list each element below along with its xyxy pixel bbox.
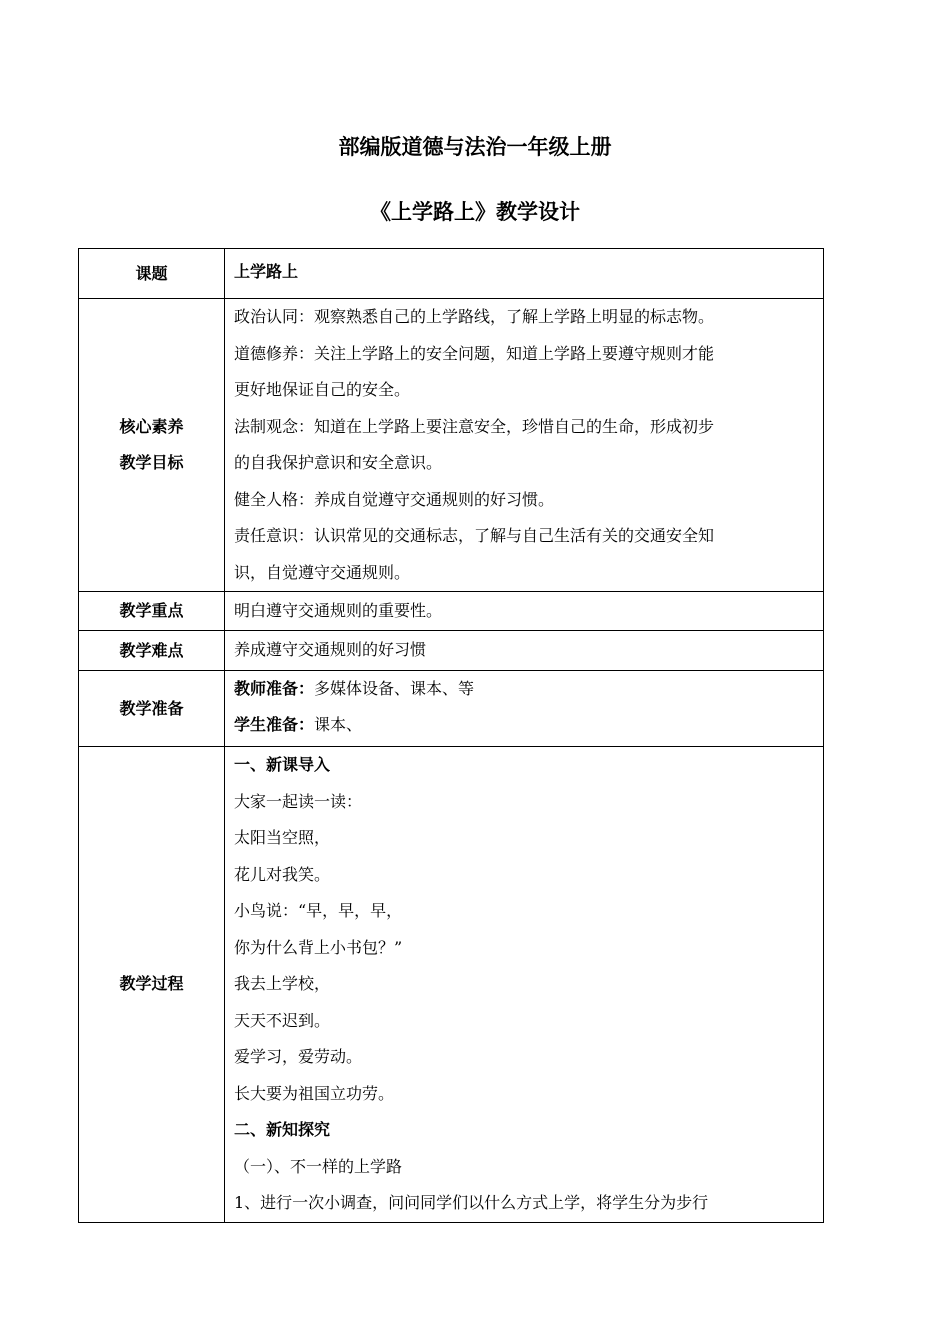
document-subtitle: 《上学路上》教学设计 [370,200,580,224]
section-heading: 一、新课导入 [234,755,331,774]
goals-label: 核心素养 教学目标 [79,299,225,592]
teacher-prep-value: 多媒体设备、课本、等 [314,679,475,698]
difficulties-value: 养成遵守交通规则的好习惯 [225,631,824,671]
preparation-content [225,671,824,747]
difficulties-label: 教学难点 [79,631,225,671]
section-heading: 二、新知探究 [234,1120,331,1139]
table-row-key-points [79,592,824,631]
goal-line: 道德修养：关注上学路上的安全问题，知道上学路上要遵守规则才能 [234,343,715,363]
process-line: 长大要为祖国立功劳。 [234,1083,395,1103]
process-content [225,747,824,1223]
document-title: 部编版道德与法治一年级上册 [338,135,612,159]
table-row-subject [79,249,824,299]
table-row-difficulties [79,631,824,671]
key-points-label: 教学重点 [79,592,225,631]
goals-content [225,299,824,592]
table-row-process [79,747,824,1223]
subject-label: 课题 [79,249,225,299]
student-prep-value: 课本、 [314,715,363,734]
process-line: 大家一起读一读： [234,791,363,811]
table-row-preparation [79,671,824,747]
goal-line: 更好地保证自己的安全。 [234,380,411,399]
process-line: 爱学习，爱劳动。 [234,1047,363,1066]
lesson-plan-table [78,248,824,1223]
goal-line: 识，自觉遵守交通规则。 [234,562,411,582]
teacher-prep-label: 教师准备： [234,679,315,698]
goal-line: 健全人格：养成自觉遵守交通规则的好习惯。 [234,489,555,509]
process-line: 太阳当空照， [234,828,331,847]
subject-value: 上学路上 [234,262,299,281]
goal-line: 政治认同：观察熟悉自己的上学路线，了解上学路上明显的标志物。 [234,307,715,326]
table-row-goals [79,299,824,592]
preparation-label: 教学准备 [79,671,225,747]
process-line: 我去上学校， [234,974,331,993]
goal-line: 法制观念：知道在上学路上要注意安全，珍惜自己的生命，形成初步 [234,416,715,436]
goal-line: 责任意识：认识常见的交通标志，了解与自己生活有关的交通安全知 [234,526,715,545]
process-line: 小鸟说：“早，早，早， [234,901,403,920]
student-prep-label: 学生准备： [234,715,315,734]
process-label: 教学过程 [79,747,225,1223]
goal-line: 的自我保护意识和安全意识。 [234,453,443,472]
key-points-value: 明白遵守交通规则的重要性。 [225,592,824,631]
process-line: （一）、不一样的上学路 [234,1156,403,1176]
process-line: 天天不迟到。 [234,1010,331,1030]
process-line: 花儿对我笑。 [234,864,331,884]
student-prep-line [234,707,815,743]
subject-value-cell [225,249,824,299]
process-line: 你为什么背上小书包？” [234,937,403,957]
process-line: 1、进行一次小调查，问问同学们以什么方式上学，将学生分为步行 [234,1193,709,1212]
teacher-prep-line [234,671,815,707]
